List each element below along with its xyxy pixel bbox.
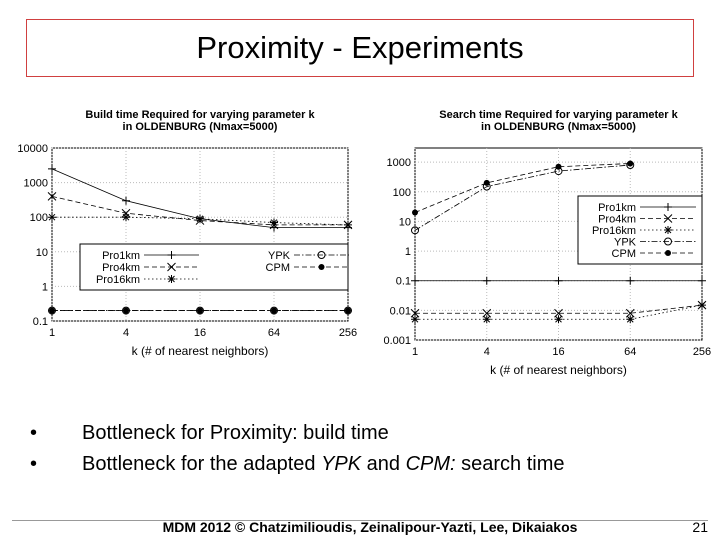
data-point — [271, 308, 277, 314]
legend-label: Pro1km — [102, 250, 140, 262]
data-point — [483, 315, 491, 323]
x-tick-label: 64 — [267, 327, 281, 339]
series-line — [415, 305, 702, 313]
bullet-list — [30, 418, 710, 480]
y-tick-label: 0.1 — [395, 275, 411, 288]
data-point — [270, 219, 278, 227]
footer-credits: MDM 2012 © Chatzimilioudis, Zeinalipour-Yazti, Lee, Dikaiakos — [162, 519, 578, 535]
x-tick-label: 256 — [692, 346, 712, 358]
page-number: 21 — [692, 519, 708, 535]
bullet-item — [30, 418, 710, 449]
legend-label: Pro16km — [95, 274, 140, 286]
data-point — [344, 221, 352, 229]
x-tick-label: 4 — [483, 346, 490, 358]
y-tick-label: 1 — [41, 281, 48, 294]
x-tick-label: 1 — [48, 327, 56, 339]
legend-label: Pro1km — [598, 202, 636, 214]
data-point — [484, 180, 490, 186]
legend-label: Pro16km — [591, 225, 636, 237]
data-point — [698, 301, 706, 309]
bullet-marker: • — [30, 453, 38, 475]
bullet-text — [82, 422, 389, 445]
data-point — [122, 197, 130, 205]
bullet-marker: • — [30, 422, 38, 444]
data-point — [345, 308, 351, 314]
data-point — [196, 215, 204, 223]
y-tick-label: 1000 — [386, 157, 411, 170]
data-point — [626, 315, 634, 323]
data-point — [555, 315, 563, 323]
x-tick-label: 16 — [193, 327, 207, 339]
data-point — [556, 164, 562, 170]
x-tick-label: 4 — [122, 327, 130, 339]
y-tick-label: 0.001 — [383, 335, 411, 347]
chart-title: in OLDENBURG (Nmax=5000) — [481, 121, 636, 133]
bullet-text — [82, 453, 565, 476]
x-tick-label: 256 — [338, 327, 358, 339]
chart-title: in OLDENBURG (Nmax=5000) — [122, 121, 278, 133]
data-point — [698, 277, 706, 285]
legend-label: Pro4km — [102, 262, 140, 274]
data-point — [48, 165, 56, 173]
chart-title: Search time Required for varying parameter k — [439, 109, 678, 121]
y-tick-label: 1000 — [23, 177, 48, 190]
slide-title-box — [26, 19, 694, 77]
data-point — [49, 308, 55, 314]
legend-label: CPM — [265, 262, 290, 274]
build-time-chart — [0, 100, 360, 385]
x-tick-label: 16 — [552, 346, 565, 358]
data-point — [197, 308, 203, 314]
bullet-text-part: search time — [455, 453, 565, 475]
legend-label: Pro4km — [598, 213, 636, 226]
data-point — [665, 250, 671, 256]
data-point — [483, 277, 491, 285]
bullet-text-italic: YPK — [321, 453, 362, 475]
y-tick-label: 10 — [35, 246, 48, 259]
x-tick-label: 1 — [411, 346, 419, 358]
bullet-text-italic: CPM: — [405, 453, 456, 475]
data-point — [168, 275, 176, 283]
data-point — [626, 277, 634, 285]
legend-label: YPK — [613, 236, 636, 249]
y-tick-label: 10000 — [17, 143, 48, 155]
legend-label: YPK — [267, 250, 290, 262]
bullet-item — [30, 449, 710, 480]
bullet-text-part: Bottleneck for Proximity: build time — [82, 422, 389, 444]
data-point — [411, 315, 419, 323]
legend-label: CPM — [611, 248, 636, 260]
y-tick-label: 1 — [404, 246, 411, 259]
data-point — [627, 160, 633, 166]
data-point — [48, 213, 56, 221]
slide-title: Proximity - Experiments — [196, 30, 524, 65]
data-point — [411, 277, 419, 285]
x-axis-label: k (# of nearest neighbors) — [131, 344, 269, 358]
y-tick-label: 0.1 — [32, 316, 48, 328]
y-tick-label: 100 — [29, 212, 48, 225]
data-point — [319, 264, 325, 270]
y-tick-label: 10 — [398, 216, 411, 229]
data-point — [664, 226, 672, 234]
y-tick-label: 100 — [392, 186, 411, 199]
data-point — [412, 210, 418, 216]
data-point — [123, 308, 129, 314]
bullet-text-part: and — [361, 453, 406, 475]
search-time-chart — [360, 100, 720, 385]
data-point — [122, 213, 130, 221]
x-tick-label: 64 — [624, 346, 637, 358]
y-tick-label: 0.01 — [389, 305, 411, 318]
data-point — [555, 277, 563, 285]
bullet-text-part: Bottleneck for the adapted — [82, 453, 322, 475]
chart-title: Build time Required for varying parameter k — [85, 109, 315, 121]
x-axis-label: k (# of nearest neighbors) — [490, 363, 627, 377]
